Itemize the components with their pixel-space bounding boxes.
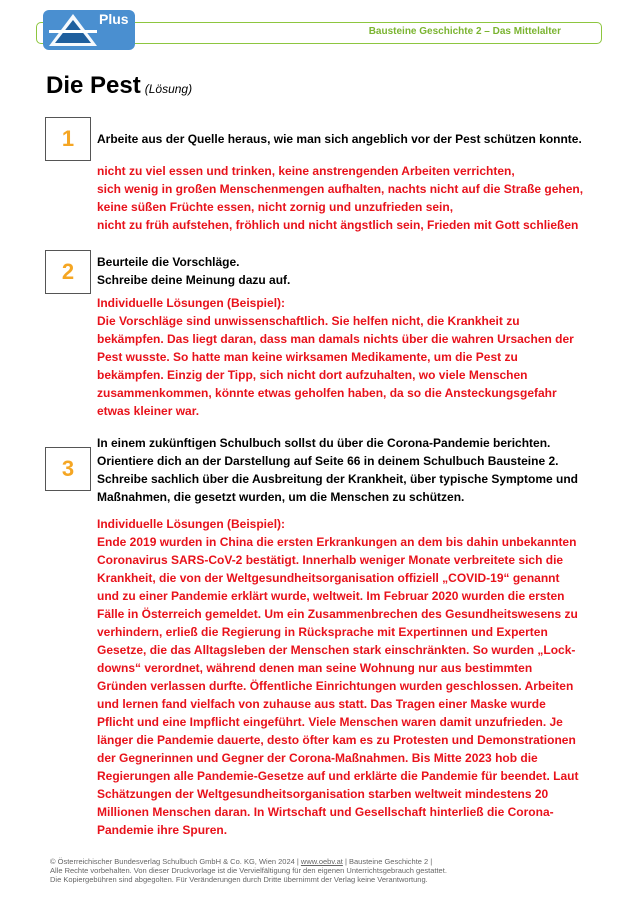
footer-line-1 (50, 857, 447, 866)
page-title (46, 72, 192, 100)
task-2-solution: Individuelle Lösungen (Beispiel): Die Vorschläge sind unwissenschaftlich. Sie helfen nicht, die Krankheit zu bekämpfen. Das liegt daran, dass man damals nichts über die wahren Ursachen der Pest wusste. So hatte man keine wirksamen Medikamente, um die Pest zu bekämpfen. Einzig der Tipp, sich nicht dort aufzuhalten, wo viele Menschen zusammenkommen, könnte etwas geholfen haben, da so die Ansteckungsgefahr etwas kleiner war. (97, 296, 574, 418)
footer-copyright: © Österreichischer Bundesverlag Schulbuch GmbH & Co. KG, Wien 2024 | (50, 857, 301, 866)
plus-logo (43, 10, 135, 50)
task-number-2: 2 (45, 250, 91, 294)
task-1-solution: nicht zu viel essen und trinken, keine anstrengenden Arbeiten verrichten, sich wenig in großen Menschenmengen aufhalten, nachts nicht auf die Straße gehen, keine süßen Früchte essen, nicht zornig und unzufrieden sein, nicht zu früh aufstehen, fröhlich und nicht ängstlich sein, Frieden mit Gott schließen (97, 164, 584, 232)
footer-link[interactable]: www.oebv.at (300, 857, 343, 866)
footer-line-3: Die Kopiergebühren sind abgegolten. Für Veränderungen durch Dritte übernimmt der Verlag keine Verantwortung. (50, 875, 428, 884)
header-title: Bausteine Geschichte 2 – Das Mittelalter (368, 26, 561, 37)
footer (50, 857, 447, 884)
task-2-instruction: Beurteile die Vorschläge. Schreibe deine Meinung dazu auf. (97, 255, 291, 287)
page-title-text: Die Pest (46, 72, 141, 99)
logo-text: Plus (99, 11, 129, 27)
task-1-instruction: Arbeite aus der Quelle heraus, wie man sich angeblich vor der Pest schützen konnte. (97, 132, 582, 146)
footer-line-2: Alle Rechte vorbehalten. Von dieser Druckvorlage ist die Vervielfältigung für den eigenen Unterrichtsgebrauch gestattet. (50, 866, 447, 875)
task-3-solution: Individuelle Lösungen (Beispiel): Ende 2019 wurden in China die ersten Erkrankungen an dem bis dahin unbekannten Coronavirus SARS-CoV-2 bestätigt. Innerhalb weniger Monate verbreitete sich die Krankheit, die von der Weltgesundheitsorganisation offiziell „COVID-19“ genannt und zu einer Pandemie erklärt wurde, weltweit. Im Februar 2020 wurden die ersten Fälle in Österreich gemeldet. Um ein Zusammenbrechen des Gesundheitswesens zu verhindern, erließ die Regierung in Rücksprache mit Expertinnen und Experten Gesetze, die das Alltagsleben der Menschen stark einschränkten. So wurden „Lock- downs“ verordnet, während denen man seine Wohnung nur aus bestimmten Gründen verlassen durfte. Öffentliche Einrichtungen wurden geschlossen. Arbeiten und lernen fand vielfach von zuhause aus statt. Das Tragen einer Maske wurde Pflicht und eine Impflicht eingeführt. Viele Menschen waren damit unzufrieden. Je länger die Pandemie dauerte, desto öfter kam es zu Protesten und Demonstrationen der Gegnerinnen und Gegner der Corona-Maßnahmen. Bis Mitte 2023 hob die Regierungen alle Pandemie-Gesetze auf und erklärte die Pandemie für beendet. Laut Schätzungen der Weltgesundheitsorganisation starben weltweit mindestens 20 Millionen Menschen daran. In Wirtschaft und Gesellschaft hinterließ die Corona- Pandemie ihre Spuren. (97, 517, 579, 837)
task-number-3: 3 (45, 447, 91, 491)
task-number-1: 1 (45, 117, 91, 161)
page-subtitle: (Lösung) (144, 82, 193, 96)
footer-book: | Bausteine Geschichte 2 | (342, 857, 433, 866)
task-3-instruction: In einem zukünftigen Schulbuch sollst du über die Corona-Pandemie berichten. Orientiere dich an der Darstellung auf Seite 66 in deinem Schulbuch Bausteine 2. Schreibe sachlich über die Ausbreitung der Krankheit, über typische Symptome und Maßnahmen, die gesetzt wurden, um die Menschen zu schützen. (97, 436, 578, 504)
